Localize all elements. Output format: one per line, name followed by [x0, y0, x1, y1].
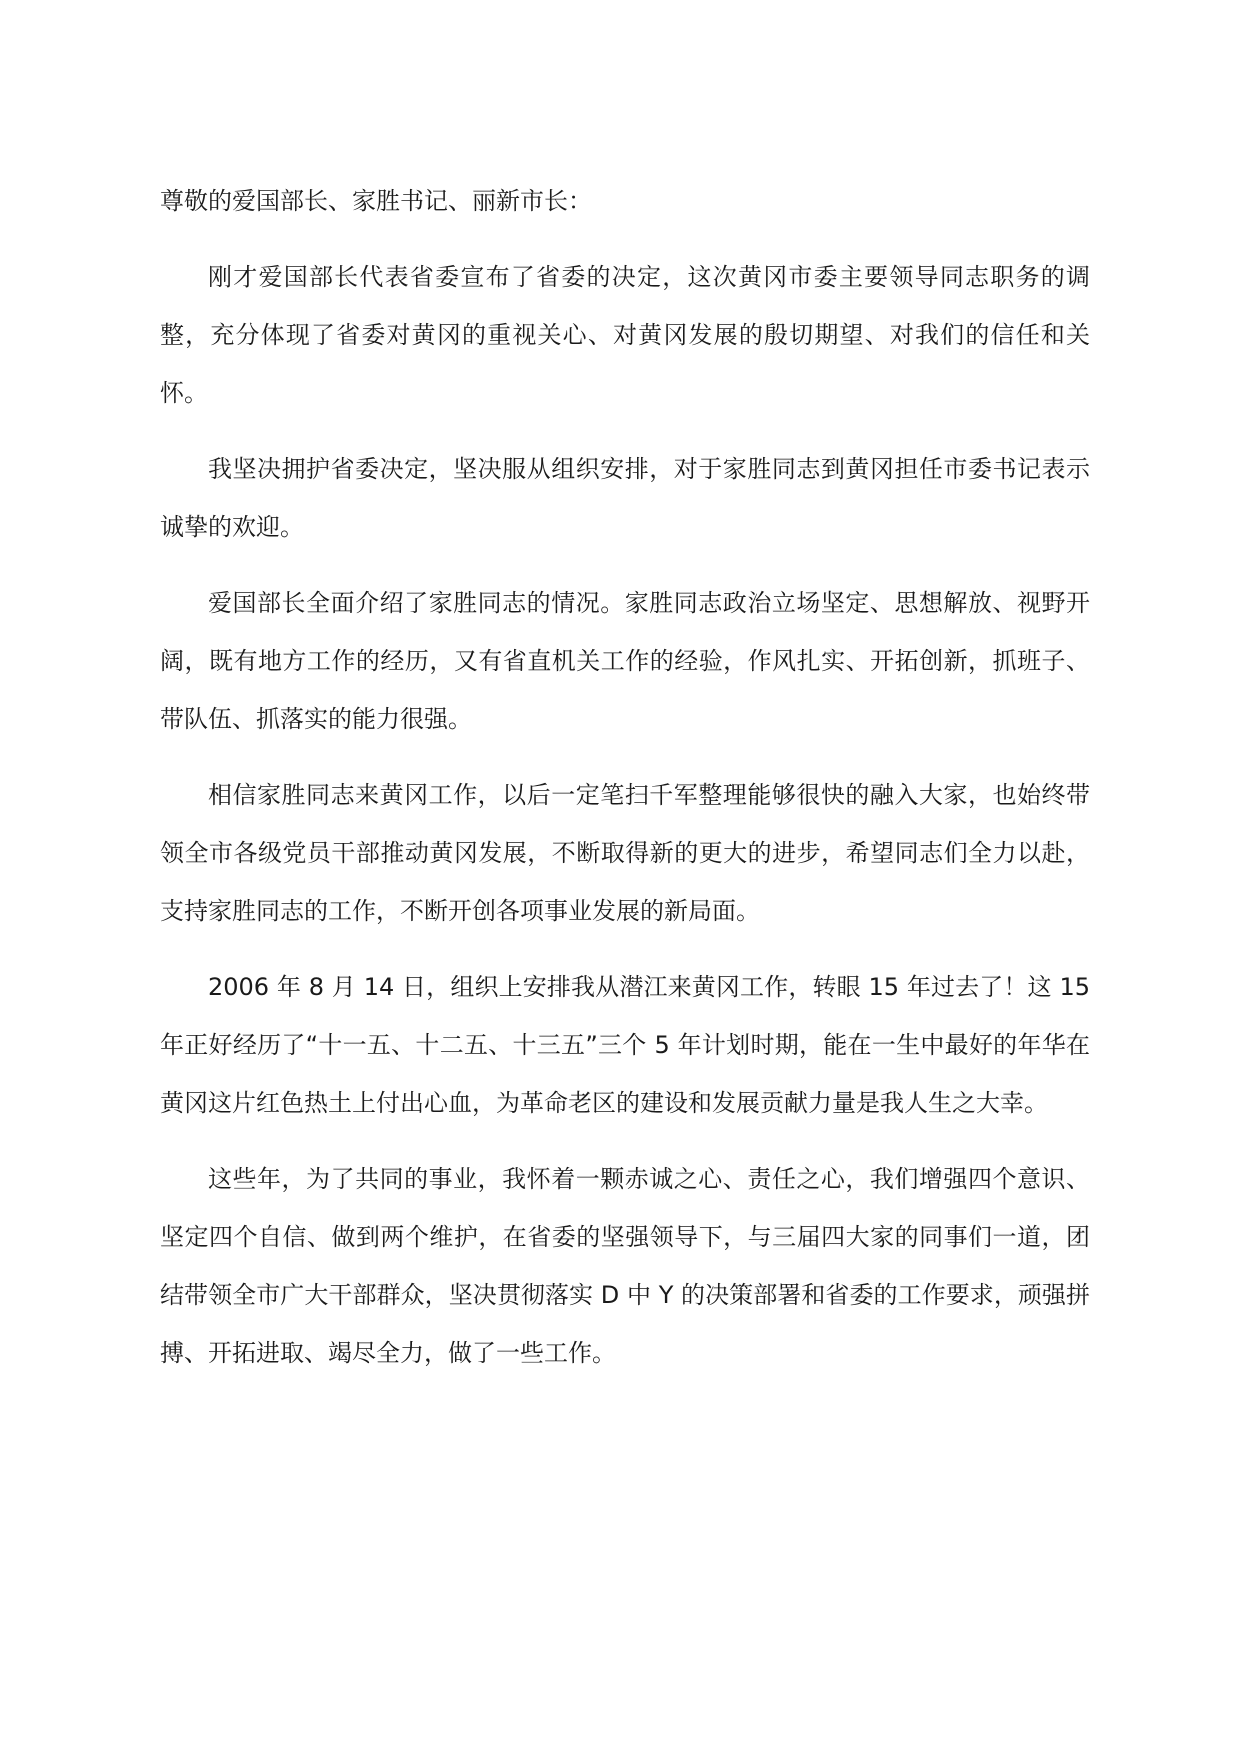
paragraph: 相信家胜同志来黄冈工作，以后一定笔扫千军整理能够很快的融入大家，也始终带领全市各级党员干部推动黄冈发展，不断取得新的更大的进步，希望同志们全力以赴，支持家胜同志的工作，不断开创各项事业发展的新局面。 — [160, 781, 1090, 925]
paragraph: 2006 年 8 月 14 日，组织上安排我从潜江来黄冈工作，转眼 15 年过去了！这 15 年正好经历了“十一五、十二五、十三五”三个 5 年计划时期，能在一生中最好的年华在黄冈这片红色热土上付出心血，为革命老区的建设和发展贡献力量是我人生之大幸。 — [160, 973, 1090, 1117]
paragraph: 爱国部长全面介绍了家胜同志的情况。家胜同志政治立场坚定、思想解放、视野开阔，既有地方工作的经历，又有省直机关工作的经验，作风扎实、开拓创新，抓班子、带队伍、抓落实的能力很强。 — [160, 589, 1090, 733]
paragraph: 刚才爱国部长代表省委宣布了省委的决定，这次黄冈市委主要领导同志职务的调整，充分体现了省委对黄冈的重视关心、对黄冈发展的殷切期望、对我们的信任和关怀。 — [160, 263, 1090, 407]
paragraph: 我坚决拥护省委决定，坚决服从组织安排，对于家胜同志到黄冈担任市委书记表示诚挚的欢迎。 — [160, 455, 1090, 541]
document-body — [160, 172, 1090, 1400]
paragraph: 这些年，为了共同的事业，我怀着一颗赤诚之心、责任之心，我们增强四个意识、坚定四个自信、做到两个维护，在省委的坚强领导下，与三届四大家的同事们一道，团结带领全市广大干部群众，坚决贯彻落实 D 中 Y 的决策部署和省委的工作要求，顽强拼搏、开拓进取、竭尽全力，做了一些工作。 — [160, 1165, 1090, 1367]
salutation: 尊敬的爱国部长、家胜书记、丽新市长： — [160, 187, 592, 215]
